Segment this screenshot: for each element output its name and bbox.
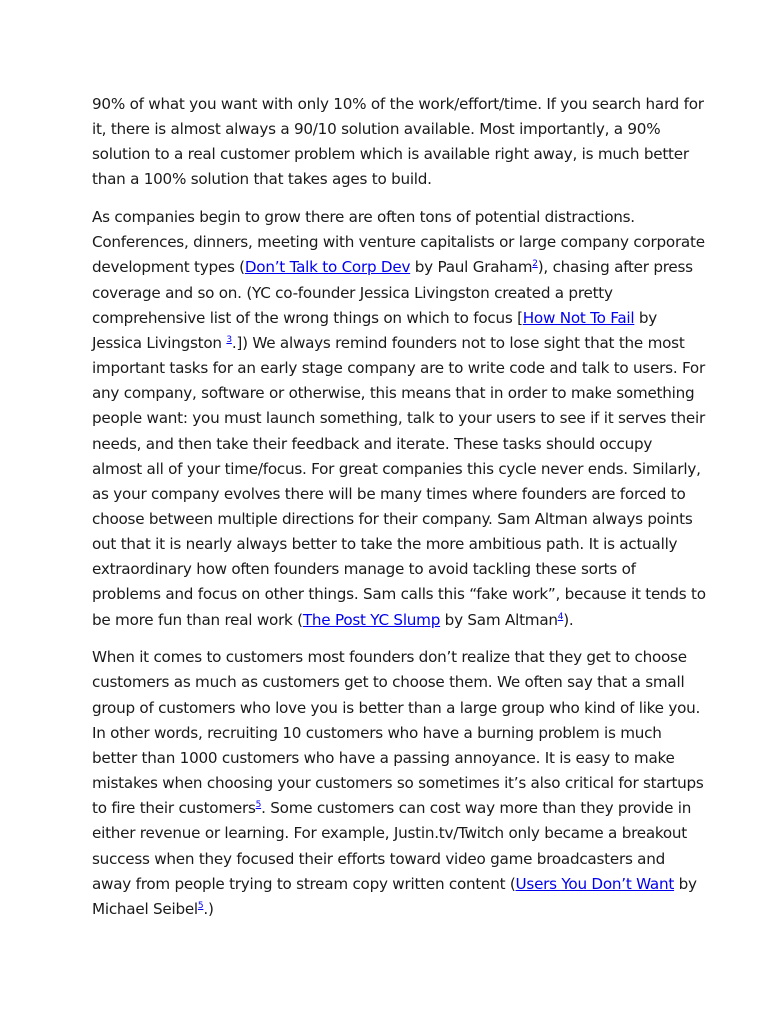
- footnote-link-5b[interactable]: 5: [197, 900, 204, 911]
- paragraph-3: [92, 645, 706, 922]
- paragraph-2-text-a: As companies begin to grow there are often tons of potential distractions. Conferences, dinners, meeting with venture capitalists or large company corporate development types (: [92, 208, 705, 277]
- footnote-link-3[interactable]: 3: [226, 334, 232, 345]
- paragraph-2-text-b: by Paul Graham: [410, 258, 533, 277]
- link-how-not-to-fail[interactable]: How Not To Fail: [522, 308, 635, 327]
- footnote-link-2[interactable]: 2: [532, 259, 538, 270]
- footnote-link-5a[interactable]: 5: [255, 800, 262, 811]
- paragraph-2-text-f: by Sam Altman: [440, 610, 558, 629]
- paragraph-2-text-e: .]) We always remind founders not to lose sight that the most important tasks for an early stage company are to write code and talk to users. For any company, software or otherwise, this means that in order to make something people want: you must launch something, talk to your users to see if it serves their needs, and then take their feedback and iterate. These tasks should occupy almost all of your time/focus. For great companies this cycle never ends. Similarly, as your company evolves there will be many times where founders are forced to choose between multiple directions for their company. Sam Altman always points out that it is nearly always better to take the more ambitious path. It is actually extraordinary how often founders manage to avoid tackling these sorts of problems and focus on other things. Sam calls this “fake work”, because it tends to be more fun than real work (: [92, 333, 706, 629]
- paragraph-1-text: 90% of what you want with only 10% of the work/effort/time. If you search hard for it, there is almost always a 90/10 solution available. Most importantly, a 90% solution to a real customer problem which is available right away, is much better than a 100% solution that takes ages to build.: [92, 95, 704, 189]
- link-dont-talk-to-corp-dev[interactable]: Don’t Talk to Corp Dev: [244, 258, 411, 277]
- paragraph-1: [92, 92, 706, 193]
- link-users-you-dont-want[interactable]: Users You Don’t Want: [515, 874, 675, 893]
- paragraph-3-text-a: When it comes to customers most founders don’t realize that they get to choose customers as much as customers get to choose them. We often say that a small group of customers who love you is better than a large group who kind of like you. In other words, recruiting 10 customers who have a burning problem is much better than 1000 customers who have a passing annoyance. It is easy to make mistakes when choosing your customers so sometimes it’s also critical for startups to fire their customers: [92, 648, 704, 818]
- paragraph-2-text-d: by Jessica Livingston: [92, 308, 658, 352]
- paragraph-2: [92, 205, 706, 633]
- paragraph-2-text-g: ).: [563, 610, 574, 629]
- paragraph-2-text-c: ), chasing after press coverage and so on. (YC co-founder Jessica Livingston created a pretty comprehensive list of the wrong things on which to focus [: [92, 258, 693, 327]
- footnote-link-4[interactable]: 4: [557, 611, 564, 622]
- paragraph-3-text-c: by Michael Seibel: [92, 874, 697, 918]
- paragraph-3-text-b: . Some customers can cost way more than they provide in either revenue or learning. For example, Justin.tv/Twitch only became a breakout success when they focused their efforts toward video game broadcasters and away from people trying to stream copy written content (: [92, 799, 692, 893]
- paragraph-3-text-d: .): [203, 899, 214, 918]
- link-the-post-yc-slump[interactable]: The Post YC Slump: [302, 610, 441, 629]
